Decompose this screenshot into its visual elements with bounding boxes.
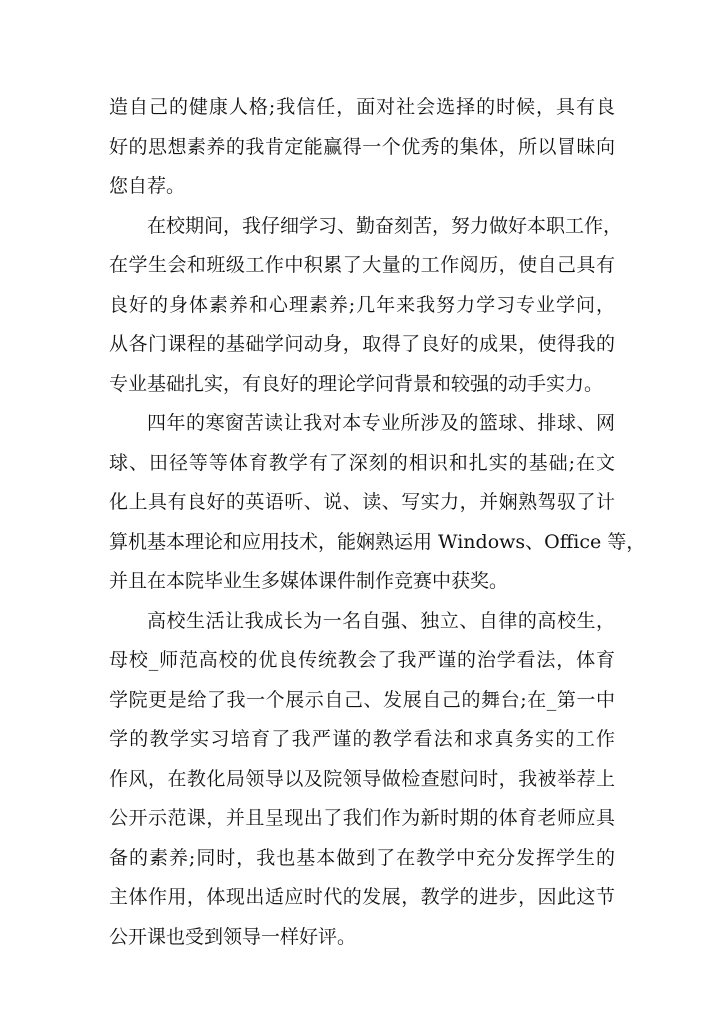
text-line: 公开课也受到领导一样好评。: [109, 925, 357, 948]
text-line: 专业基础扎实，有良好的理论学问背景和较强的动手实力。: [109, 372, 604, 395]
text-line: 算机基本理论和应用技术，能娴熟运用 Windows、Office 等，: [109, 530, 646, 553]
text-line: 作风，在教化局领导以及院领导做检查慰问时，我被举荐上: [109, 767, 615, 790]
text-line: 好的思想素养的我肯定能赢得一个优秀的集体，所以冒昧向: [109, 135, 615, 158]
text-line: 造自己的健康人格;我信任，面对社会选择的时候，具有良: [109, 96, 615, 118]
text-line: 主体作用，体现出适应时代的发展，教学的进步，因此这节: [109, 886, 615, 908]
text-line: 学院更是给了我一个展示自己、发展自己的舞台;在_第一中: [109, 688, 615, 711]
text-line: 四年的寒窗苦读让我对本专业所涉及的篮球、排球、网: [147, 412, 615, 434]
text-line: 高校生活让我成长为一名自强、独立、自律的高校生，: [147, 609, 615, 632]
text-line: 从各门课程的基础学问动身，取得了良好的成果，使得我的: [109, 333, 615, 355]
text-line: 母校_师范高校的优良传统教会了我严谨的治学看法，体育: [109, 649, 615, 671]
text-line: 学的教学实习培育了我严谨的教学看法和求真务实的工作: [109, 728, 615, 750]
text-line: 球、田径等等体育教学有了深刻的相识和扎实的基础;在文: [109, 451, 615, 474]
text-line: 在校期间，我仔细学习、勤奋刻苦，努力做好本职工作，: [147, 214, 623, 237]
text-line: 公开示范课，并且呈现出了我们作为新时期的体育老师应具: [109, 807, 615, 829]
text-line: 在学生会和班级工作中积累了大量的工作阅历，使自己具有: [109, 254, 615, 276]
text-line: 备的素养;同时，我也基本做到了在教学中充分发挥学生的: [109, 846, 615, 869]
text-line: 化上具有良好的英语听、说、读、写实力，并娴熟驾驭了计: [109, 491, 615, 513]
letter-body: [109, 88, 646, 957]
text-line: 并且在本院毕业生多媒体课件制作竞赛中获奖。: [109, 570, 509, 592]
text-line: 良好的身体素养和心理素养;几年来我努力学习专业学问，: [109, 293, 615, 316]
text-line: 您自荐。: [109, 175, 186, 197]
